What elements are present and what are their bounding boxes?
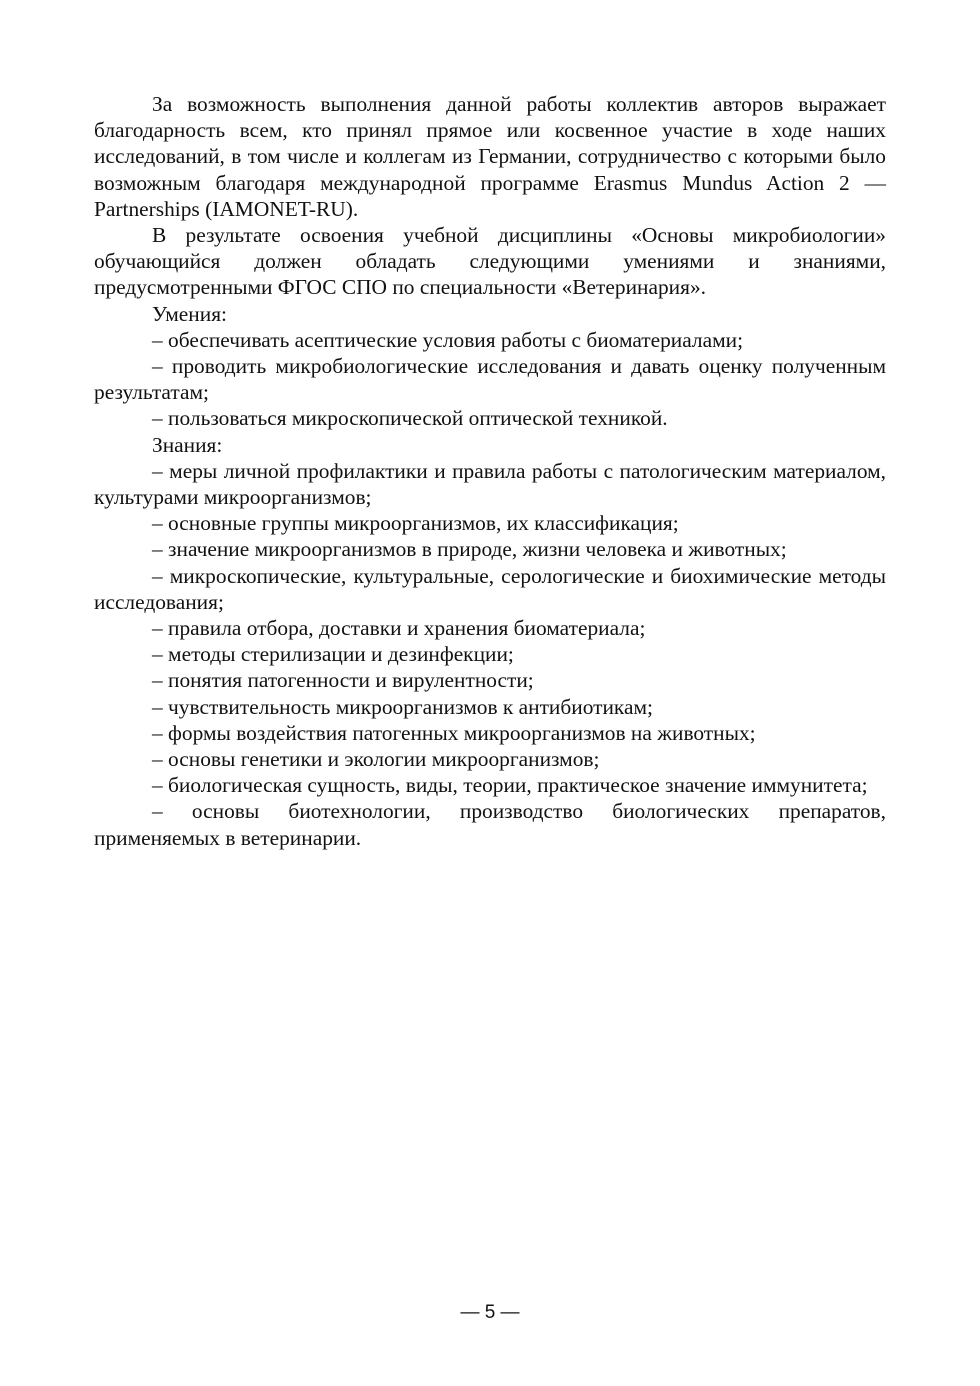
page-number: — 5 — [460,1302,520,1323]
acknowledgement-paragraph: За возможность выполнения данной работы коллектив авторов выражает благодарность всем, кто принял прямое или косвенное участие в ходе наших исследований, в том числе и коллегам из Германии, сотрудничество с которыми было возможным благодаря международной программе Erasmus Mundus Action 2 — Partnerships (IAMONET-RU). [94,92,886,221]
knowledge-item: – значение микроорганизмов в природе, жизни человека и животных; [152,537,787,562]
skill-item: – обеспечивать асептические условия работы с биоматериалами; [152,327,744,352]
intro-paragraph: В результате освоения учебной дисциплины «Основы микробиологии» обучающийся должен обладать следующими умениями и знаниями, предусмотренными ФГОС СПО по специальности «Ветеринария». [94,223,886,300]
skill-item: – проводить микробиологические исследования и давать оценку полученным результатам; [94,354,886,405]
knowledge-item: – чувствительность микроорганизмов к антибиотикам; [152,694,653,719]
knowledge-item: – основные группы микроорганизмов, их классификация; [152,511,679,536]
knowledge-item: – понятия патогенности и вирулентности; [152,668,534,693]
body-text [94,91,886,851]
knowledge-heading: Знания: [152,432,223,457]
knowledge-item: – основы генетики и экологии микроорганизмов; [152,747,600,772]
knowledge-item: – микроскопические, культуральные, серологические и биохимические методы исследования; [94,563,886,614]
knowledge-item: – правила отбора, доставки и хранения биоматериала; [152,616,646,641]
knowledge-item: – формы воздействия патогенных микроорганизмов на животных; [152,720,756,745]
knowledge-item: – основы биотехнологии, производство биологических препаратов, применяемых в ветеринарии. [94,799,886,850]
knowledge-item: – меры личной профилактики и правила работы с патологическим материалом, культурами микроорганизмов; [94,458,886,510]
knowledge-item: – биологическая сущность, виды, теории, практическое значение иммунитета; [152,773,868,798]
skill-item: – пользоваться микроскопической оптической техникой. [152,406,668,431]
knowledge-item: – методы стерилизации и дезинфекции; [152,642,514,667]
skills-heading: Умения: [152,301,227,326]
